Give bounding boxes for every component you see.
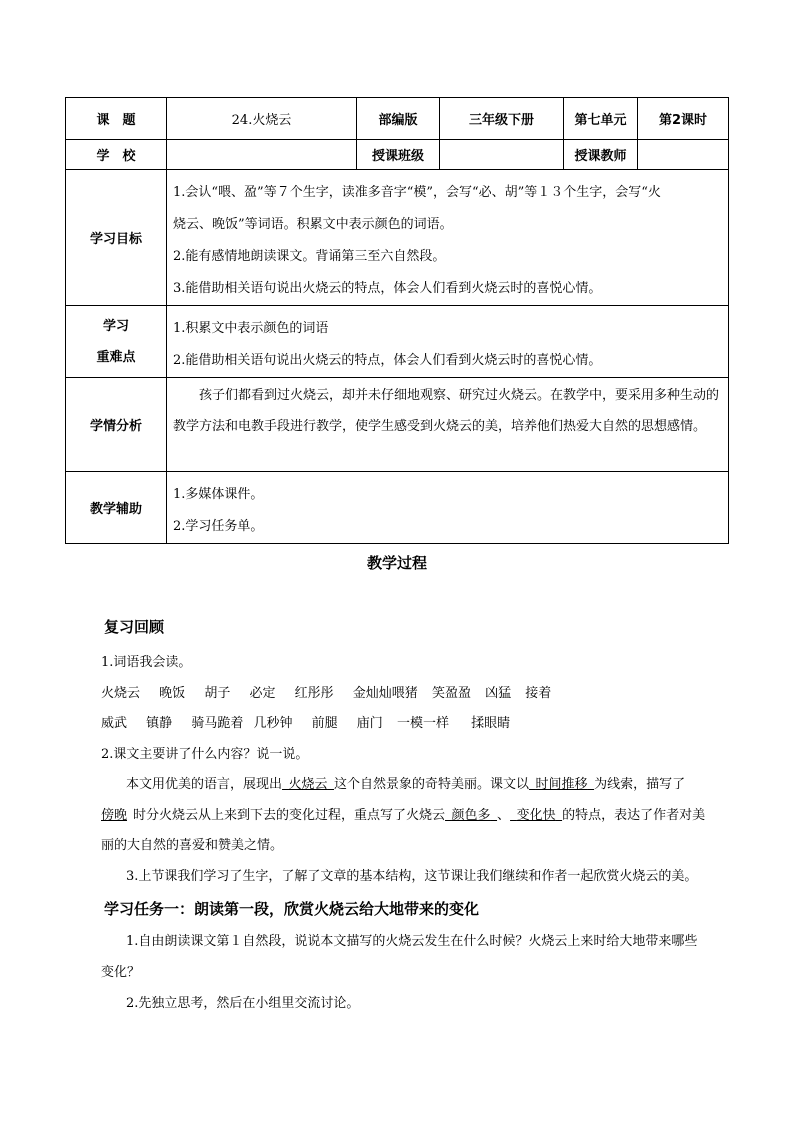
answer-line-3: 丽的大自然的喜爱和赞美之情。 bbox=[101, 838, 284, 853]
edition: 部编版 bbox=[357, 98, 440, 140]
goal-line: 2.能有感情地朗读课文。背诵第三至六自然段。 bbox=[173, 249, 446, 264]
blank-answer: 时间推移 bbox=[535, 777, 588, 792]
goals-content bbox=[167, 170, 729, 306]
unit: 第七单元 bbox=[564, 98, 638, 140]
word: 晚饭 bbox=[159, 686, 186, 701]
lesson: 第2课时 bbox=[638, 98, 729, 140]
blank-answer: 颜色多 bbox=[451, 808, 491, 823]
words-row-1 bbox=[101, 682, 551, 701]
answer-text: 本文用优美的语言，展现出 bbox=[126, 777, 283, 792]
class-label: 授课班级 bbox=[357, 140, 440, 170]
aid-line: 1.多媒体课件。 bbox=[173, 487, 264, 502]
grade: 三年级下册 bbox=[440, 98, 564, 140]
key-points-label-line1: 学习 bbox=[102, 318, 129, 334]
aids-content bbox=[167, 472, 729, 544]
word: 前腿 bbox=[311, 716, 338, 731]
word: 庙门 bbox=[356, 716, 383, 731]
answer-text: 、 bbox=[497, 808, 511, 823]
task1-line-3: 2.先独立思考，然后在小组里交流讨论。 bbox=[126, 996, 360, 1011]
word: 镇静 bbox=[146, 716, 173, 731]
review-question-3: 3.上节课我们学习了生字，了解了文章的基本结构，这节课让我们继续和作者一起欣赏火烧云的美。 bbox=[126, 869, 698, 884]
answer-line-1 bbox=[126, 773, 685, 792]
answer-line-2 bbox=[101, 804, 705, 823]
topic-label: 课 题 bbox=[66, 98, 167, 140]
goal-line: 3.能借助相关语句说出火烧云的特点，体会人们看到火烧云时的喜悦心情。 bbox=[173, 281, 602, 296]
review-question-2: 2.课文主要讲了什么内容？说一说。 bbox=[101, 747, 309, 762]
review-heading: 复习回顾 bbox=[104, 618, 165, 636]
task1-line-2: 变化？ bbox=[101, 965, 141, 980]
task1-heading: 学习任务一：朗读第一段，欣赏火烧云给大地带来的变化 bbox=[104, 900, 480, 918]
word: 一模一样 bbox=[396, 716, 449, 731]
school-value bbox=[167, 140, 357, 170]
key-points-label bbox=[66, 306, 167, 378]
class-value bbox=[440, 140, 564, 170]
word: 胡子 bbox=[204, 686, 231, 701]
answer-text: 为线索，描写了 bbox=[594, 777, 686, 792]
school-label: 学 校 bbox=[66, 140, 167, 170]
blank-answer: 火烧云 bbox=[288, 777, 328, 792]
word: 威武 bbox=[101, 716, 128, 731]
topic-value: 24.火烧云 bbox=[167, 98, 357, 140]
word: 金灿灿喂猪 bbox=[352, 686, 418, 701]
lesson-info-table bbox=[65, 97, 729, 544]
word: 骑马跪着 bbox=[191, 716, 244, 731]
analysis-text: 孩子们都看到过火烧云，却并未仔细地观察、研究过火烧云。在教学中，要采用多种生动的教学方法和电教手段进行教学，使学生感受到火烧云的美，培养他们热爱大自然的思想感情。 bbox=[173, 388, 720, 434]
blank-answer: 傍晚 bbox=[101, 808, 128, 823]
word: 接着 bbox=[525, 686, 552, 701]
review-question-1: 1.词语我会读。 bbox=[101, 655, 192, 670]
word: 揉眼睛 bbox=[471, 716, 511, 731]
word: 笑盈盈 bbox=[431, 686, 471, 701]
aids-label: 教学辅助 bbox=[66, 472, 167, 544]
key-point-line: 1.积累文中表示颜色的词语 bbox=[173, 321, 329, 336]
task1-line-1: 1.自由朗读课文第１自然段，说说本文描写的火烧云发生在什么时候？火烧云上来时给大地带来哪些 bbox=[126, 934, 698, 949]
word: 几秒钟 bbox=[253, 716, 293, 731]
words-row-2 bbox=[101, 712, 510, 731]
teacher-value bbox=[638, 140, 729, 170]
word: 红彤彤 bbox=[294, 686, 334, 701]
teacher-label: 授课教师 bbox=[564, 140, 638, 170]
word: 火烧云 bbox=[101, 686, 141, 701]
analysis-label: 学情分析 bbox=[66, 378, 167, 472]
goal-line: 1.会认“喂、盈”等７个生字，读准多音字“模”，会写“必、胡”等１３个生字，会写“火 bbox=[173, 185, 661, 200]
answer-text: 时分火烧云从上来到下去的变化过程，重点写了火烧云 bbox=[133, 808, 446, 823]
word: 凶猛 bbox=[485, 686, 512, 701]
aid-line: 2.学习任务单。 bbox=[173, 519, 264, 534]
key-points-label-line2: 重难点 bbox=[96, 349, 136, 365]
goals-label: 学习目标 bbox=[66, 170, 167, 306]
key-point-line: 2.能借助相关语句说出火烧云的特点，体会人们看到火烧云时的喜悦心情。 bbox=[173, 353, 602, 368]
analysis-content bbox=[167, 378, 729, 472]
answer-text: 这个自然景象的奇特美丽。课文以 bbox=[334, 777, 530, 792]
answer-text: 的特点，表达了作者对美 bbox=[562, 808, 706, 823]
key-points-content bbox=[167, 306, 729, 378]
process-title: 教学过程 bbox=[366, 554, 427, 572]
goal-line: 烧云、晚饭”等词语。积累文中表示颜色的词语。 bbox=[173, 217, 453, 232]
blank-answer: 变化快 bbox=[516, 808, 556, 823]
word: 必定 bbox=[249, 686, 276, 701]
